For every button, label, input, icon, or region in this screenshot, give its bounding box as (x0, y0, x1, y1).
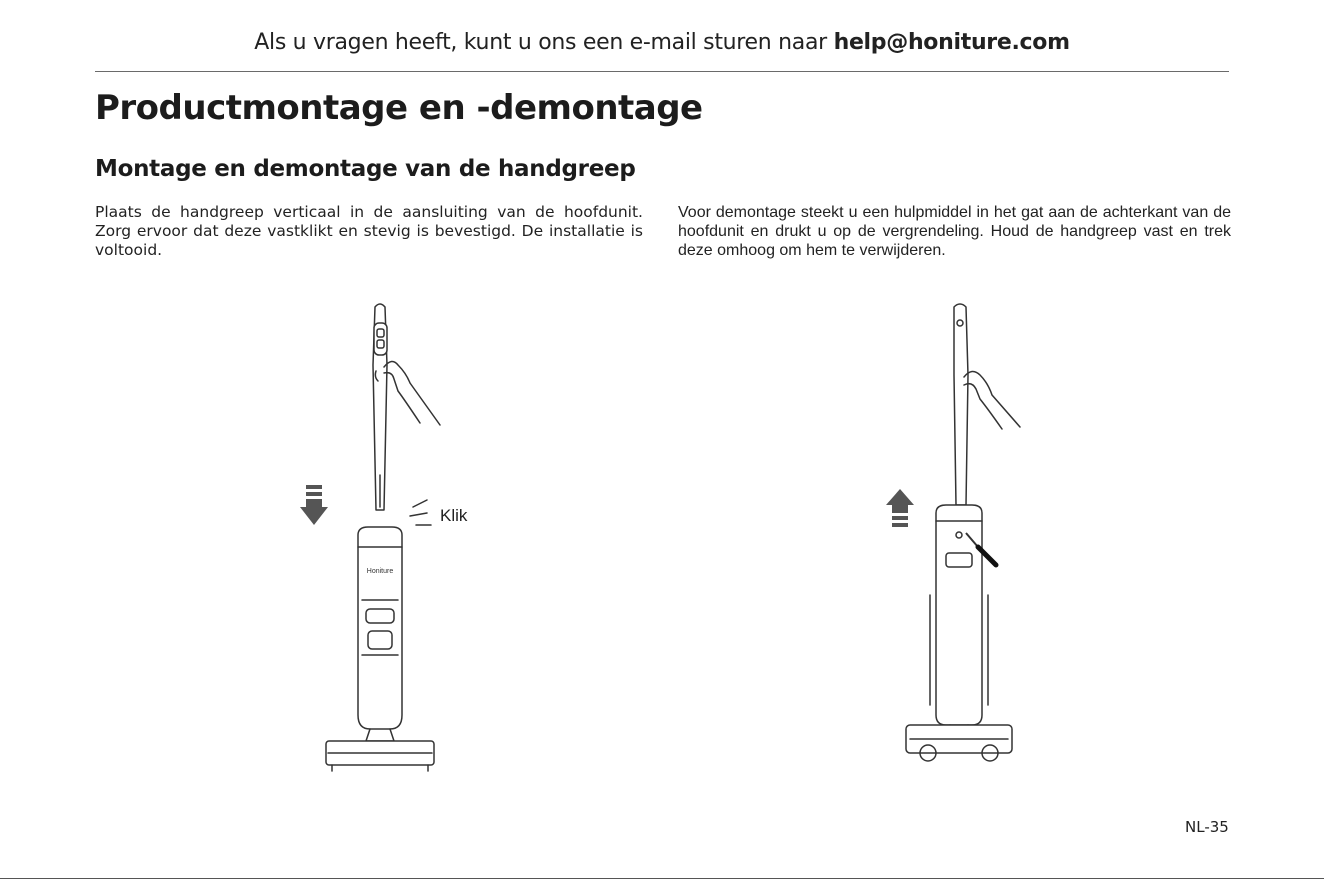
support-email: help@honiture.com (833, 30, 1070, 55)
page-number: NL-35 (1185, 818, 1229, 836)
handle-tube (954, 304, 968, 505)
header-divider (95, 71, 1229, 72)
up-arrow-icon (886, 489, 914, 527)
assembly-illustration (280, 295, 500, 775)
disassembly-illustration (870, 295, 1040, 775)
page-title: Productmontage en -demontage (95, 88, 703, 128)
down-arrow-icon (300, 485, 328, 525)
click-label: Klik (440, 506, 468, 525)
bottom-border (0, 878, 1324, 879)
section-heading: Montage en demontage van de handgreep (95, 156, 636, 182)
assembly-instructions: Plaats de handgreep verticaal in de aansluiting van de hoofdunit. Zorg ervoor dat deze vastklikt en stevig is bevestigd. De installatie is voltooid. (95, 203, 643, 259)
brand-label: Honiture (366, 568, 394, 575)
disassembly-instructions: Voor demontage steekt u een hulpmiddel in het gat aan de achterkant van de hoofdunit en drukt u op de vergrendeling. Houd de handgreep vast en trek deze omhoog om hem te verwijderen. (678, 204, 1231, 259)
header-text: Als u vragen heeft, kunt u ons een e-mail sturen naar (254, 30, 834, 55)
header-contact-line (0, 30, 1324, 55)
hand-outline (964, 371, 1020, 427)
main-unit (358, 527, 402, 729)
hand-outline (384, 361, 440, 425)
